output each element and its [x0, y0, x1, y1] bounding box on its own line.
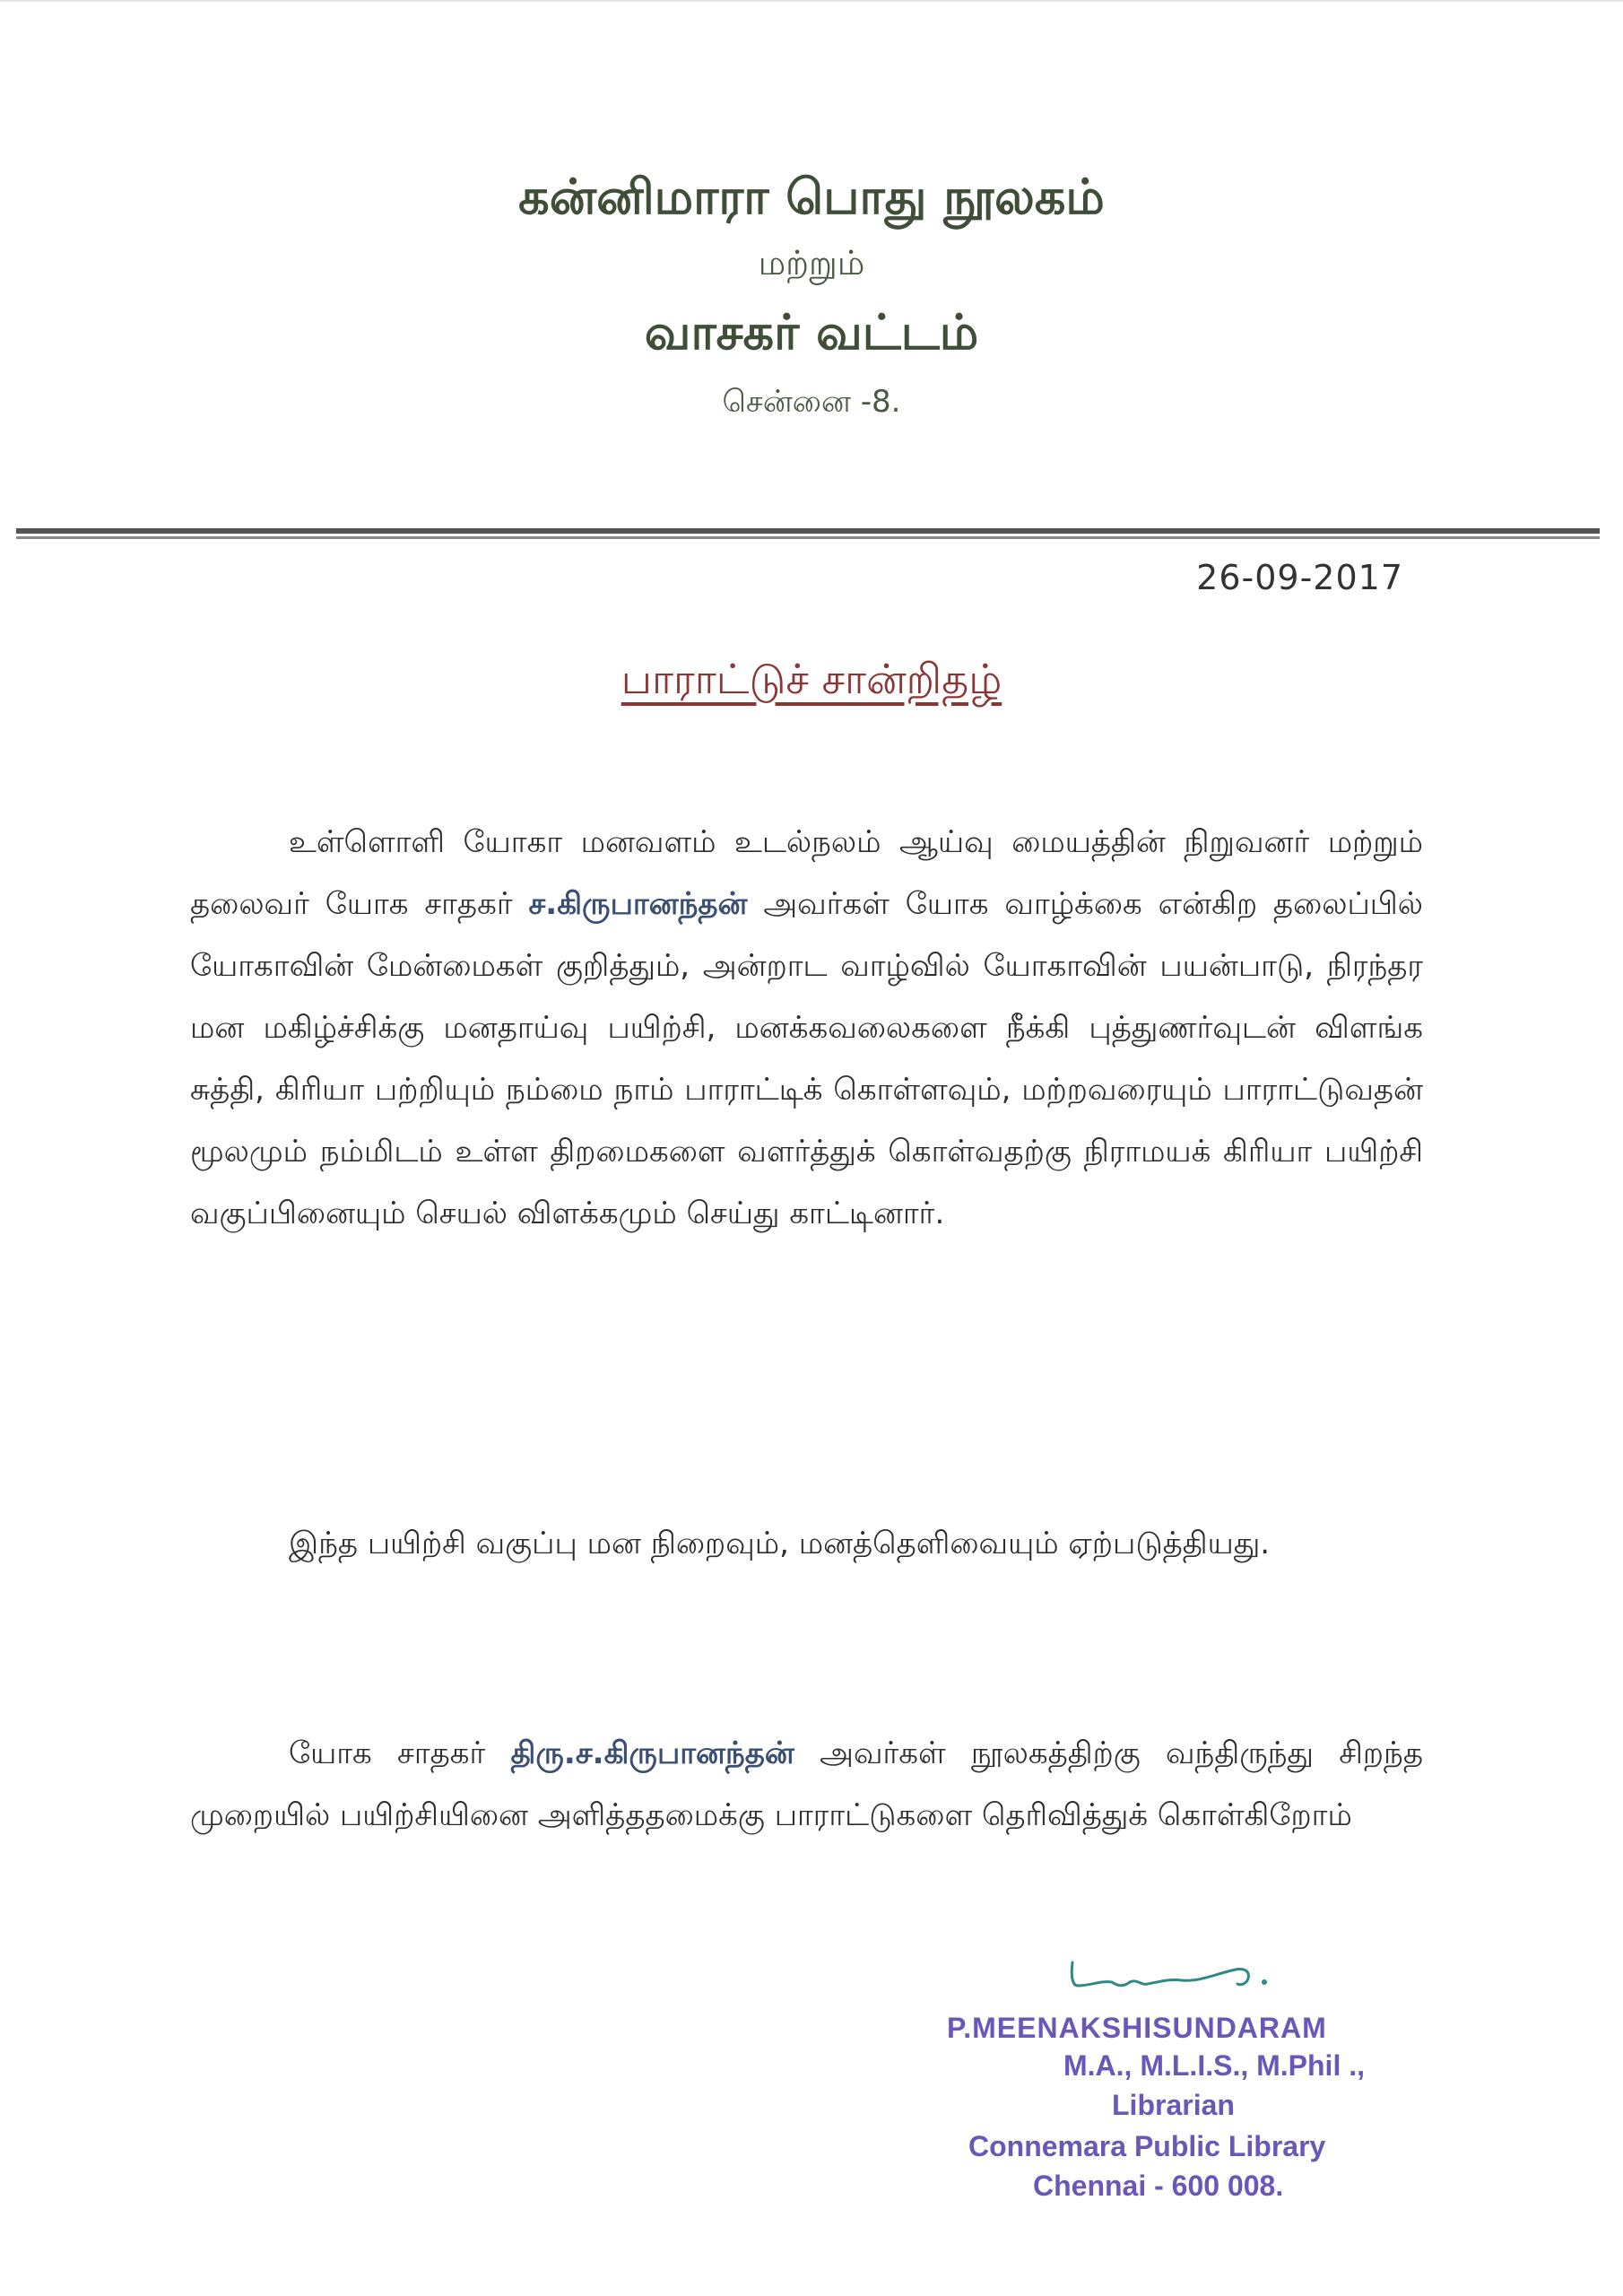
page-top-edge	[0, 0, 1623, 2]
paragraph-1-text-b: அவர்கள் யோக வாழ்க்கை என்கிற தலைப்பில் யோகாவின் மேன்மைகள் குறித்தும், அன்றாட வாழ்வில் யோகாவின் பயன்பாடு, நிரந்தர மன மகிழ்ச்சிக்கு மனதாய்வு பயிற்சி, மனக்கவலைகளை நீக்கி புத்துணர்வுடன் விளங்க சுத்தி, கிரியா பற்றியும் நம்மை நாம் பாராட்டிக் கொள்ளவும், மற்றவரையும் பாராட்டுவதன் மூலமும் நம்மிடம் உள்ள திறமைகளை வளர்த்துக் கொள்வதற்கு நிராமயக் கிரியா பயிற்சி வகுப்பினையும் செயல் விளக்கமும் செய்து காட்டினார்.	[190, 886, 1424, 1231]
librarian-stamp	[933, 2005, 1435, 2220]
letter-date: 26-09-2017	[1196, 558, 1403, 597]
speaker-name-honorific: திரு.ச.கிருபானந்தன்	[510, 1735, 794, 1771]
paragraph-1-text-a: உள்ளொளி யோகா மனவளம் உடல்நலம் ஆய்வு மையத்தின் நிறுவனர் மற்றும் தலைவர் யோக சாதகர்	[190, 824, 1423, 922]
speaker-name: ச.கிருபானந்தன்	[528, 886, 748, 922]
paragraph-3-text-a: யோக சாதகர்	[289, 1735, 486, 1771]
paragraph-2	[190, 1513, 1423, 1575]
letterhead	[0, 161, 1623, 429]
stamp-address: Chennai - 600 008.	[1033, 2170, 1284, 2202]
header-divider-secondary	[16, 536, 1600, 539]
certificate-title: பாராட்டுச் சான்றிதழ்	[621, 655, 1002, 703]
header-conjunction: மற்றும்	[758, 243, 865, 283]
header-city: சென்னை -8.	[722, 384, 901, 420]
paragraph-2-text: இந்த பயிற்சி வகுப்பு மன நிறைவும், மனத்தெளிவையும் ஏற்படுத்தியது.	[289, 1526, 1271, 1561]
organization-name: கன்னிமாரா பொது நூலகம்	[518, 169, 1105, 225]
paragraph-3	[190, 1723, 1423, 1847]
stamp-designation: Librarian	[1112, 2089, 1235, 2121]
stamp-name: P.MEENAKSHISUNDARAM	[947, 2012, 1327, 2044]
header-divider	[16, 528, 1600, 534]
stamp-library: Connemara Public Library	[968, 2130, 1326, 2162]
paragraph-3-text-b: அவர்கள் நூலகத்திற்கு வந்திருந்து சிறந்த முறையில் பயிற்சியினை அளித்ததமைக்கு பாராட்டுகளை தெரிவித்துக் கொள்கிறோம்	[190, 1735, 1423, 1833]
librarian-signature	[1065, 1946, 1307, 2000]
paragraph-1	[190, 812, 1423, 1245]
stamp-qualifications: M.A., M.L.I.S., M.Phil .,	[1063, 2049, 1365, 2082]
readers-circle-name: வாசகர் வட்டம்	[644, 304, 979, 361]
